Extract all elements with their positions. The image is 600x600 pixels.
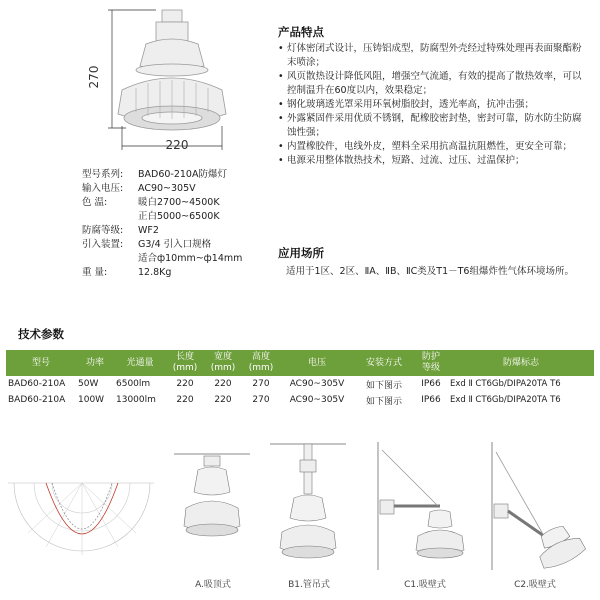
mount-b1-diagram <box>268 440 348 575</box>
mount-caption-c1: C1.吸壁式 <box>404 580 446 590</box>
col-power: 功率 <box>76 350 114 376</box>
spec-row: 适合ф10mm~ф14mm <box>138 253 243 264</box>
feature-item: • 电源采用整体散热技术，短路、过流、过压、过温保护； <box>278 154 590 168</box>
spec-row: 型号系列: BAD60-210A防爆灯 <box>82 169 227 180</box>
cell: 270 <box>252 395 270 405</box>
cell: BAD60-210A <box>8 395 66 405</box>
mount-caption-a: A.吸顶式 <box>195 580 231 590</box>
table-row <box>6 392 594 408</box>
tech-table <box>6 350 594 408</box>
cell: BAD60-210A <box>8 379 66 389</box>
cell: Exd Ⅱ CT6Gb/DIPA20TA T6 <box>450 379 561 389</box>
col-length: 长度 (mm) <box>166 350 204 376</box>
col-voltage: 电压 <box>280 350 354 376</box>
cell: 100W <box>78 395 105 405</box>
light-distribution-diagram <box>6 455 156 585</box>
tech-header-row <box>6 350 594 376</box>
spec-row: 色 温: 暖白2700~4500K <box>82 197 220 208</box>
drawing-height-label: 270 <box>87 65 101 89</box>
features-title: 产品特点 <box>278 25 324 39</box>
mount-c2-diagram <box>486 440 586 575</box>
mount-caption-c2: C2.吸壁式 <box>514 580 556 590</box>
wall-mount-angled-icon <box>486 440 586 575</box>
cell: 220 <box>176 395 194 405</box>
col-height: 高度 (mm) <box>242 350 280 376</box>
cell: 13000lm <box>116 395 156 405</box>
spec-row: 重 量: 12.8Kg <box>82 267 172 278</box>
table-row <box>6 376 594 392</box>
polar-curve-icon <box>6 455 156 585</box>
cell: 220 <box>214 379 232 389</box>
feature-item: • 内置橡胶件，电线外皮，塑料全采用抗高温抗阻燃性，更安全可靠； <box>278 140 590 154</box>
pipe-mount-icon <box>268 440 348 575</box>
mount-a-diagram <box>172 448 252 573</box>
cell: IP66 <box>421 395 441 405</box>
application-title: 应用场所 <box>278 246 324 260</box>
col-install: 安装方式 <box>354 350 414 376</box>
feature-item: • 外露紧固件采用优质不锈钢，配橡胶密封垫，密封可靠，防水防尘防腐蚀性强； <box>278 112 590 140</box>
cell: 如下图示 <box>365 396 402 407</box>
spec-row: 引入装置: G3/4 引入口规格 <box>82 239 212 250</box>
cell: AC90~305V <box>289 379 345 389</box>
feature-item: • 钢化玻璃透光罩采用环氧树脂胶封，透光率高，抗冲击强； <box>278 98 590 112</box>
col-model: 型号 <box>6 350 76 376</box>
cell: AC90~305V <box>289 395 345 405</box>
cell: 6500lm <box>116 379 151 389</box>
mount-c1-diagram <box>372 440 472 575</box>
mount-caption-b1: B1.管吊式 <box>288 580 330 590</box>
col-ip: 防护 等级 <box>414 350 448 376</box>
cell: 50W <box>78 379 99 389</box>
col-width: 宽度 (mm) <box>204 350 242 376</box>
feature-item: • 灯体密闭式设计，压铸铝成型，防腐型外壳经过特殊处理再表面聚酯粉末喷涂； <box>278 42 590 70</box>
ceiling-mount-icon <box>172 448 252 573</box>
tech-title: 技术参数 <box>18 327 64 341</box>
cell: 220 <box>214 395 232 405</box>
application-text: 适用于1区、2区、ⅡA、ⅡB、ⅡC类及T1－T6组爆炸性气体环境场所。 <box>286 266 574 277</box>
spec-list <box>82 168 272 280</box>
cell: 220 <box>176 379 194 389</box>
spec-row: 输入电压: AC90~305V <box>82 183 196 194</box>
features-list <box>278 42 590 168</box>
cell: Exd Ⅱ CT6Gb/DIPA20TA T6 <box>450 395 561 405</box>
wall-mount-icon <box>372 440 472 575</box>
feature-item: • 风页散热设计降低风阻，增强空气流通，有效的提高了散热效率，可以控制温升在60度以内，效果稳定； <box>278 70 590 98</box>
cell: IP66 <box>421 379 441 389</box>
cell: 如下图示 <box>365 380 402 391</box>
cell: 270 <box>252 379 270 389</box>
spec-row: 正白5000~6500K <box>138 211 220 222</box>
drawing-width-label: 220 <box>165 138 189 152</box>
spec-row: 防腐等级: WF2 <box>82 225 159 236</box>
col-flux: 光通量 <box>114 350 166 376</box>
col-exmark: 防爆标志 <box>448 350 594 376</box>
